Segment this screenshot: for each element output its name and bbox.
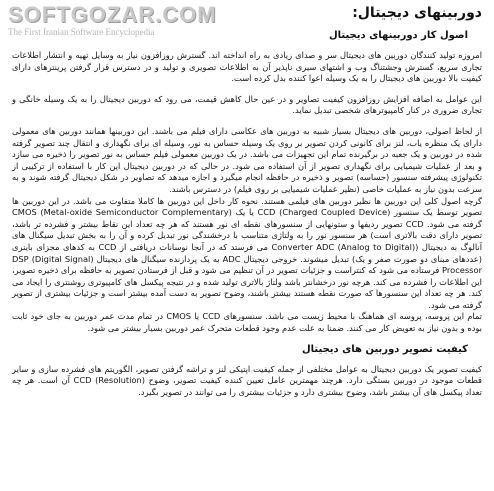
paragraph-principles: از لحاظ اصولی، دوربین های دیجیتال بسیار شبیه به دوربین های عکاسی دارای فیلم می باشند. این دوربینها همانند دوربین های معمولی دارای یک منظره یاب، لنز برای کانونی کردن تصویر بر روی یک وسیله حساس به نور، وسیله ای برای نگهداری و انتقال چند تصویر گرفته شده در دوربین و یک جعبه در برگیرنده تمام این تجهیزات می باشد. در یک دوربین معمولی فیلم حساس به نور تصویر را ذخیره می سازد و بعد از عملیات شیمیایی برای نگهداری تصویر از آن استفاده می شود. در حالی که در دوربین دیجیتال این کار با استفاده از ترکیبی از تکنولوژی پیشرفته سنسور (حساسه) تصویر و ذخیره در حافظه انجام میگیرد و اجازه میدهد که تصاویر در شکل دیجیتال گرفته شوند و به سرعت بدون نیاز به عملیات خاصی (نظیر عملیات شیمیایی بر روی فیلم) در دسترس باشند. xyxy=(12,125,482,194)
page-title: دوربینهای دیجیتال: xyxy=(352,5,482,21)
watermark-main-text: SOFTGOZAR.COM xyxy=(8,2,217,27)
paragraph-factors: این عوامل به اضافه افزایش روزافزون کیفیت تصاویر و در عین حال کاهش قیمت، می رود که دوربین دیجیتال را به یک وسیله خانگی و تجاری ضروری در کنار کامپیوترهای شخصی تبدیل نماید. xyxy=(12,93,482,116)
paragraph-image-quality: کیفیت تصویر یک دوربین دیجیتال به عوامل مختلفی از جمله کیفیت اپتیکی لنز و تراشه گرفتن تصویر، الگوریتم های فشرده سازی و سایر قطعات موجود در دوربین بستگی دارد. هرچند مهمترین عامل تعیین کننده کیفیت تصویر، وضوح (Resolution) CCD آن است. هر چه تعداد پیکسل های آن بیشتر باشد، وضوح بیشتری دارد و جزئیات بیشتری را می توانند در تصویر بگیرد. xyxy=(12,363,483,397)
paragraph-intro: امروزه تولید کنندگان دوربین های دیجیتال سر و صدای زیادی به راه انداخته اند. گسترش روزافزون نیاز به وسایل تهیه و انتشار اطلاعات تجاری سریع، گسترش وجشتناگ وب و اشتهای سیری ناپذیر آن به اطلاعات تصویری و تولید و در دسترس قرار گرفتن پرینترهای دارای کیفیت بالا دوربین های دیجیتال را به یک وسیله اعوا کننده بدل کرده است. xyxy=(12,50,482,84)
document-page xyxy=(8,4,486,407)
section-heading-image-quality: کیفیت تصویر دوربین های دیجیتال xyxy=(301,343,468,355)
watermark-sub-text: The First Iranian Software Encyclopedia xyxy=(8,27,155,37)
paragraph-lifetime: تمام این پروسه، پروسه ای هماهنگ با محیط زیست می باشد. سنسورهای CCD یا CMOS در تمام مدت عمر دوربین به جای خود ثابت بوده و بدون نیاز به تعویض کار می کنند. ضمنا به علت عدم وجود قطعات متحرک عمر دوربین بسیار بیشتر می شود. xyxy=(12,311,482,334)
paragraph-sensors: گرچه اصول کلی این دوربین ها نظیر دوربین های فیلمی هستند. نحوه کار داخل این دوربین ها کاملا متفاوت می باشد. در این دوربین ها تصویر توسط یک سنسور CCD (Charged Coupled Device) یا یک CMOS (Metal-oxide Semiconductor Complementary) گرفته می شود. CCD تصویر ردیفها و ستونهایی از سنسورهای نقطه ای نور هستند که هر چه تعداد این نقاط بیشتر و فشرده تر باشد، تصویر دارای دقت بالاتری است) هر سنسور نور را به ولتاژی متناسب با درخشندگی نور تبدیل کرده و آن را به بخش تبدیل سیگنال های آنالوگ به دیجیتال (Converter ADC (Analog to Digital) می فرستد که در آنجا نوسانات دریافتی از CCD به کدهای مجزای باینری (عددهای مبنای دو صورت صفر و یک) تبدیل میشوند. خروجی دیجیتال ADC به یک پردازنده سیگنال های دیجیتال (DSP (Digital Signal Processor فرستاده می شود که کنتراست و جزئیات تصویر در آن تنظیم می شود و قبل از فرستادن تصویر به حافظه برای ذخیره تصویر، این اطلاعات را فشرده می کند. هرچه نور درخشانتر باشد ولتاژ بالاتری تولید شده و در نتیجه پیکسل های کامپیوتری روشنتری را ایجاد می کند. هر چه تعداد این سنسورها که صورت نقطه هستند بیشتر باشند، وضوح تصویر به دست آمده بیشتر است و جزئیات بیشتری از تصویر گرفته می شود. xyxy=(12,195,483,310)
section-heading-principles: اصول کار دوربینهای دیجیتال xyxy=(328,30,468,41)
